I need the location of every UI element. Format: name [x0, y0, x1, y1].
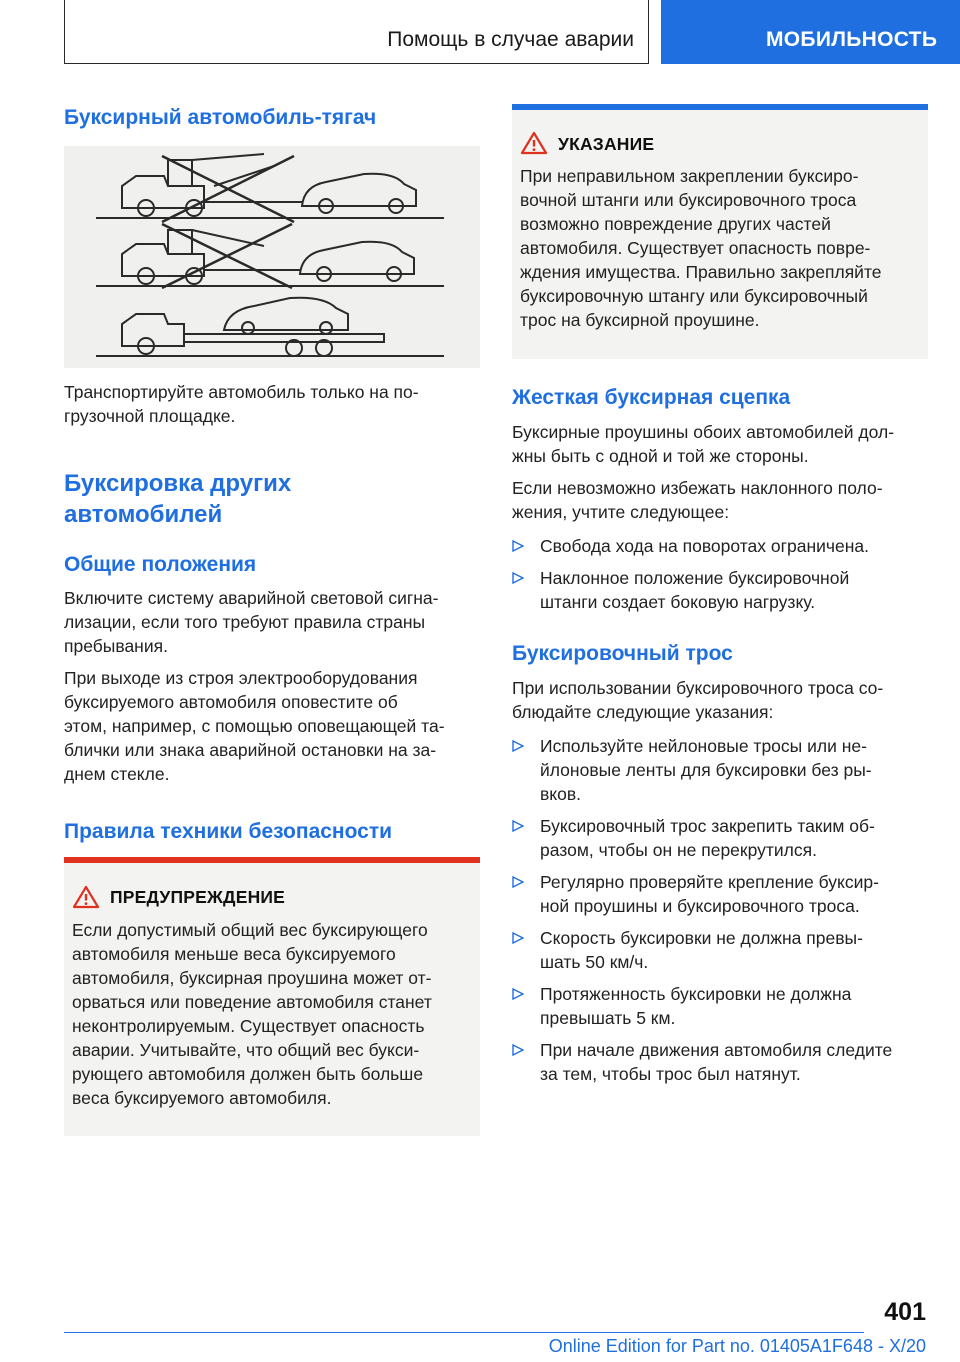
warning-title: ПРЕДУПРЕЖДЕНИЕ	[110, 887, 286, 907]
header-chapter-title: МОБИЛЬНОСТЬ	[766, 28, 938, 51]
tow-truck-heading: Буксирный автомобиль-тягач	[64, 106, 377, 129]
list-item-text: Наклонное положение буксировочной штанги создает боковую нагрузку.	[540, 568, 850, 612]
header-section-title: Помощь в случае аварии	[387, 28, 634, 51]
tow-rope-heading: Буксировочный трос	[512, 642, 733, 665]
tow-methods-illustration	[64, 146, 480, 368]
bullet-triangle-icon	[512, 740, 524, 752]
notice-title: УКАЗАНИЕ	[558, 134, 655, 154]
warning-bar	[64, 857, 480, 863]
notice-triangle-icon	[520, 131, 548, 155]
general-heading: Общие положения	[64, 553, 257, 576]
notice-text: При неправильном закреплении буксиро- вочной штанги или буксировочного троса возможно повреждение других частей автомобиля. Существует опасность повре- ждения имущества. Правильно закрепляйте буксировочную штангу или буксировочный трос на буксирной проушине.	[520, 166, 882, 330]
list-item	[512, 982, 928, 1032]
footer-divider	[64, 1332, 864, 1333]
list-item	[512, 870, 928, 920]
tow-rope-paragraph: При использовании буксировочного троса со- блюдайте следующие указания:	[512, 678, 884, 722]
list-item-text: Скорость буксировки не должна превы- шать 50 км/ч.	[540, 928, 863, 972]
list-item-text: При начале движения автомобиля следите за тем, чтобы трос был натянут.	[540, 1040, 893, 1084]
list-item	[512, 566, 928, 616]
rigid-paragraph-2: Если невозможно избежать наклонного поло- жения, учтите следующее:	[512, 478, 883, 522]
bullet-triangle-icon	[512, 932, 524, 944]
bullet-triangle-icon	[512, 820, 524, 832]
list-item-text: Протяженность буксировки не должна превышать 5 км.	[540, 984, 852, 1028]
list-item	[512, 814, 928, 864]
list-item	[512, 926, 928, 976]
list-item	[512, 1038, 928, 1088]
bullet-triangle-icon	[512, 572, 524, 584]
notice-bar	[512, 104, 928, 110]
warning-triangle-icon	[72, 885, 100, 909]
warning-box	[64, 857, 480, 1136]
tow-truck-text: Транспортируйте автомобиль только на по- грузочной площадке.	[64, 382, 419, 426]
safety-heading: Правила техники безопасности	[64, 820, 393, 843]
bullet-triangle-icon	[512, 1044, 524, 1056]
header-chapter-tab[interactable]	[661, 0, 960, 64]
header-section-box	[64, 0, 649, 64]
notice-box	[512, 104, 928, 359]
list-item-text: Свобода хода на поворотах ограничена.	[540, 536, 870, 556]
list-item	[512, 734, 928, 808]
towing-other-heading: Буксировка других автомобилей	[64, 470, 292, 528]
list-item	[512, 534, 928, 560]
list-item-text: Буксировочный трос закрепить таким об- разом, чтобы он не перекрутился.	[540, 816, 875, 860]
footer-edition-link[interactable]: Online Edition for Part no. 01405A1F648 - X/20	[548, 1336, 926, 1356]
bullet-triangle-icon	[512, 876, 524, 888]
list-item-text: Регулярно проверяйте крепление буксир- ной проушины и буксировочного троса.	[540, 872, 879, 916]
tow-illustration	[64, 146, 480, 368]
warning-text: Если допустимый общий вес буксирующего автомобиля меньше веса буксируемого автомобиля, буксирная проушина может от- орваться или поведение автомобиля станет неконтролируемым. Существует опасность аварии. Учитывайте, что общий вес букси- рующего автомобиля должен быть больше веса буксируемого автомобиля.	[72, 920, 432, 1108]
bullet-triangle-icon	[512, 540, 524, 552]
list-item-text: Используйте нейлоновые тросы или не- йлоновые ленты для буксировки без ры- вков.	[540, 736, 872, 804]
bullet-triangle-icon	[512, 988, 524, 1000]
general-paragraph-1: Включите систему аварийной световой сигна- лизации, если того требуют правила страны пребывания.	[64, 588, 439, 656]
page-number: 401	[884, 1298, 926, 1326]
rigid-paragraph-1: Буксирные проушины обоих автомобилей дол- жны быть с одной и той же стороны.	[512, 422, 895, 466]
rigid-coupling-heading: Жесткая буксирная сцепка	[512, 386, 791, 409]
general-paragraph-2: При выходе из строя электрооборудования буксируемого автомобиля оповестите об этом, например, с помощью оповещающей та- блички или знака аварийной остановки на за- днем стекле.	[64, 668, 445, 784]
